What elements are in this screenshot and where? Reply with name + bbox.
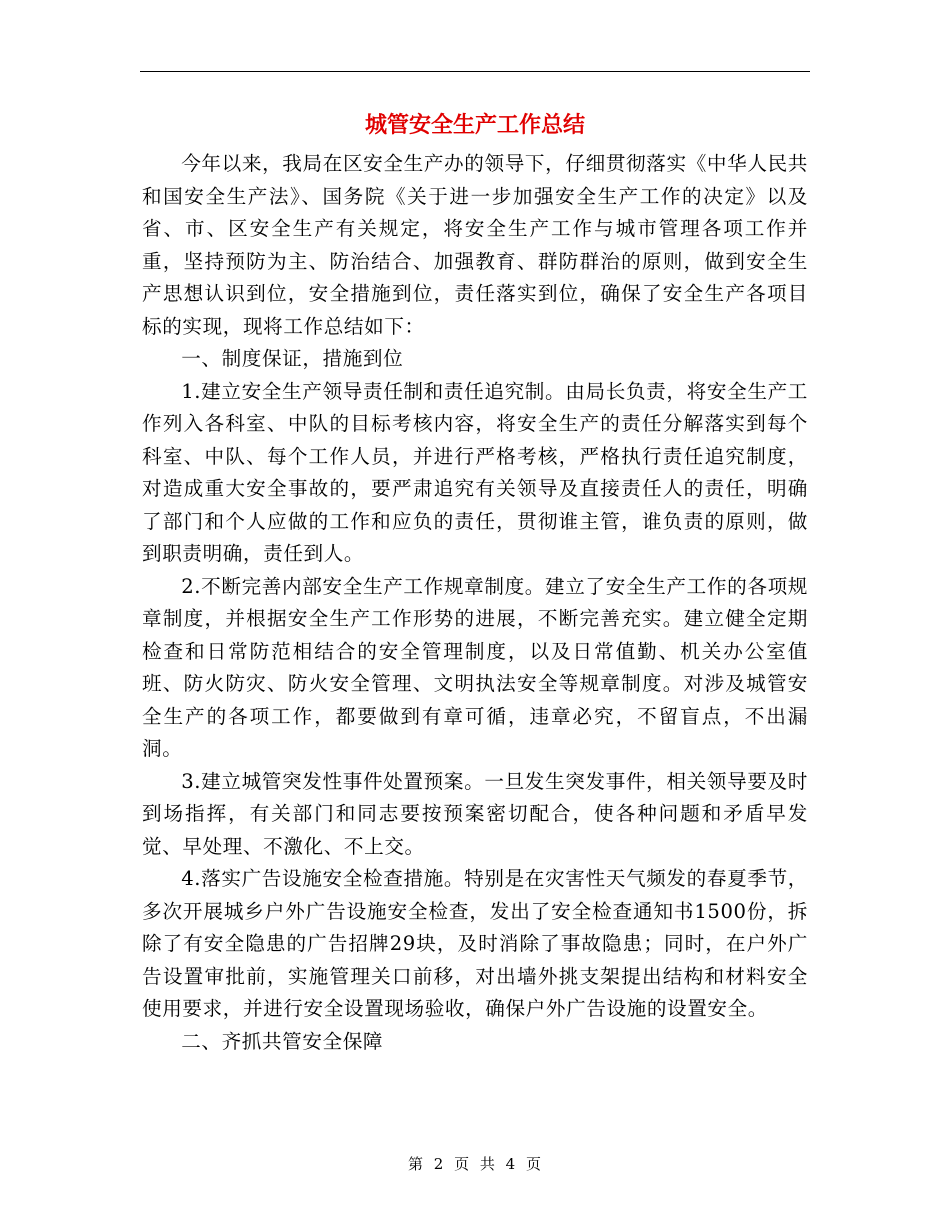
section-heading-2: 二、齐抓共管安全保障 <box>181 1029 384 1053</box>
section-heading-1: 一、制度保证，措施到位 <box>181 347 404 370</box>
page-number-footer: 第 2 页 共 4 页 <box>408 1155 542 1173</box>
body-paragraph-1: 1.建立安全生产领导责任制和责任追究制。由局长负责，将安全生产工作列入各科室、中队的目标考核内容，将安全生产的责任分解落实到每个科室、中队、每个工作人员，并进行严格考核，严格执行责任追究制度，对造成重大安全事故的，要严肃追究有关领导及直接责任人的责任，明确了部门和个人应做的工作和应负的责任，贯彻谁主管，谁负责的原则，做到职责明确，责任到人。 <box>142 379 808 565</box>
body-paragraph-2: 2.不断完善内部安全生产工作规章制度。建立了安全生产工作的各项规章制度，并根据安全生产工作形势的进展，不断完善充实。建立健全定期检查和日常防范相结合的安全管理制度，以及日常值勤、机关办公室值班、防火防灾、防火安全管理、文明执法安全等规章制度。对涉及城管安全生产的各项工作，都要做到有章可循，违章必究，不留盲点，不出漏洞。 <box>142 574 808 760</box>
document-title: 城管安全生产工作总结 <box>364 112 585 138</box>
body-paragraph-4: 4.落实广告设施安全检查措施。特别是在灾害性天气频发的春夏季节，多次开展城乡户外广告设施安全检查，发出了安全检查通知书1500份，拆除了有安全隐患的广告招牌29块，及时消除了事故隐患；同时，在户外广告设置审批前，实施管理关口前移，对出墙外挑支架提出结构和材料安全使用要求，并进行安全设置现场验收，确保户外广告设施的设置安全。 <box>142 867 808 1020</box>
intro-paragraph: 今年以来，我局在区安全生产办的领导下，仔细贯彻落实《中华人民共和国安全生产法》、国务院《关于进一步加强安全生产工作的决定》以及省、市、区安全生产有关规定，将安全生产工作与城市管理各项工作并重，坚持预防为主、防治结合、加强教育、群防群治的原则，做到安全生产思想认识到位，安全措施到位，责任落实到位，确保了安全生产各项目标的实现，现将工作总结如下： <box>142 152 808 338</box>
header-rule <box>140 71 810 72</box>
body-paragraph-3: 3.建立城管突发性事件处置预案。一旦发生突发事件，相关领导要及时到场指挥，有关部门和同志要按预案密切配合，使各种问题和矛盾早发觉、早处理、不激化、不上交。 <box>142 769 808 858</box>
document-body <box>142 148 808 1058</box>
